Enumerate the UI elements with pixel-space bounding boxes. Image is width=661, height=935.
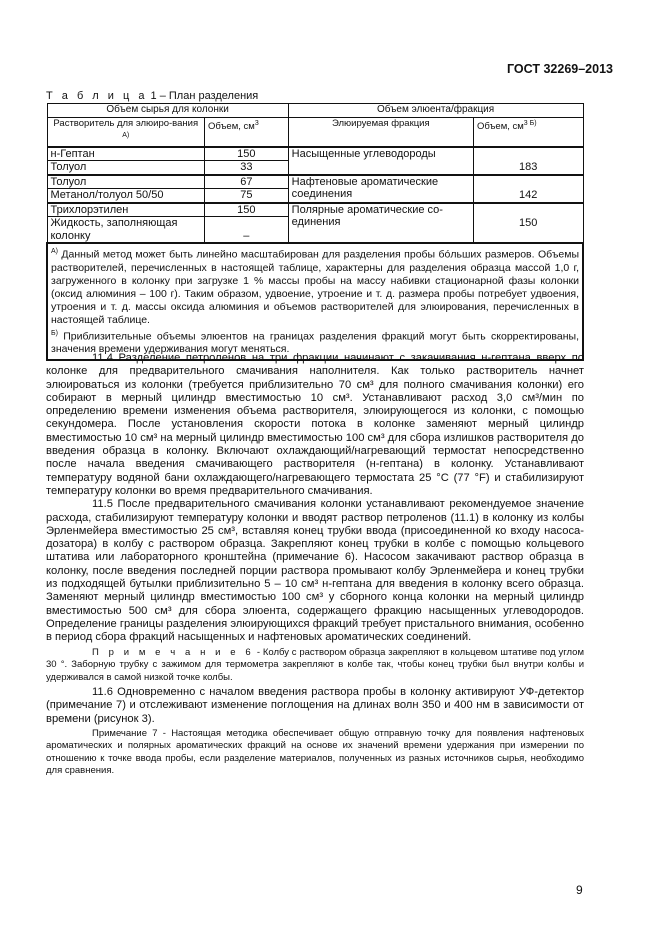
table-footnotes: [47, 243, 583, 360]
table-row: Толуол 67 Нафтеновые ароматические соединения 142: [47, 175, 583, 189]
col-header-solvent: Растворитель для элюиро-вания $^{А)}$: [47, 117, 204, 147]
fraction-name: Насыщенные углеводороды: [288, 147, 473, 175]
col-header-volume: Объем, $см^3$: [204, 117, 288, 147]
document-body: [46, 352, 584, 778]
table-row: н-Гептан 150 Насыщенные углеводороды 183: [47, 147, 583, 161]
table-row: Метанол/толуол 50/50 75: [47, 189, 583, 203]
group-header-eluent: Объем элюента/фракция: [288, 104, 583, 118]
note-7: Примечание 7 - Настоящая методика обеспечивает общую отправную точку для появления нафтеновых ароматических и полярных ароматических фракций на основе их значений времени удержания при измерении по отношению к точке ввода пробы, если разделение материалов, полученных из разных источников сырья, необходимо для сравнения.: [46, 727, 584, 777]
note-6: П р и м е ч а н и е 6 - Колбу с раствором образца закрепляют в кольцевом штативе под углом 30 °. Заборную трубку с зажимом для термометра закрепляют в колбе так, чтобы конец трубки был внутри колбы и удерживался в самой низкой точке колбы.: [46, 646, 584, 683]
fraction-name: Полярные ароматические со-единения: [288, 203, 473, 244]
col-header-fraction: Элюируемая фракция: [288, 117, 473, 147]
group-header-feed: Объем сырья для колонки: [47, 104, 288, 118]
table-row: Трихлорэтилен 150 Полярные ароматические со-единения 150: [47, 203, 583, 217]
footnote-a: $^{А)}$ Данный метод может быть линейно масштабирован для разделения пробы бóльших размеров. Объемы растворителей, перечисленных в настоящей таблице, характерны для разделения образца массой 1,0 г, загруженного в колонку при загрузке 1 % массы пробы на массу набивки стационарной фазы колонки (оксид алюминия – 100 г). Таким образом, удвоение, утроение и т. д. размера пробы потребует удвоения, утроения и т. д. массы оксида алюминия и объемов растворителей для элюирования, перечисленных в настоящей таблице.: [51, 248, 579, 326]
fraction-volume: 142: [473, 175, 583, 203]
footnote-b: $^{Б)}$ Приблизительные объемы элюентов на границах разделения фракций могут быть скорректированы, значения времени удерживания могут меняться.: [51, 329, 579, 356]
table-row: Жидкость, заполняющая колонку –: [47, 217, 583, 244]
table-caption: Т а б л и ц а 1 – План разделения: [46, 90, 259, 102]
fraction-volume: 150: [473, 203, 583, 244]
paragraph-11-4: 11.4 Разделение петроленов на три фракции начинают с закачивания н-гептана вверх по колонке для предварительного смачивания наполнителя. Как только растворитель начнет элюироваться из колонки (требуется приблизительно 70 см³ для полного смачивания колонки) его собирают в мерный цилиндр вместимостью 10 см³. Устанавливают расход 3,0 см³/мин по определению времени изменения объема растворителя, элюирующегося из колонки, с помощью секундомера. После установления скорости потока в колонке заменяют мерный цилиндр вместимостью 10 см³ на мерный цилиндр вместимостью 100 см³ для сбора излишков растворителя до введения образца в колонку. Включают охлаждающий/нагревающий термостат непосредственно после начала введения смачивающего растворителя (н-гептана) в колонку. Устанавливают температуру водяной бани охлаждающего/нагревающего термостата 25 °С (77 °F) и стабилизируют температуру колонки во время предварительного смачивания.: [46, 352, 584, 497]
page-number: 9: [576, 883, 583, 897]
separation-plan-table: [46, 103, 584, 361]
document-header-standard: ГОСТ 32269–2013: [507, 62, 613, 76]
fraction-volume: 183: [473, 147, 583, 175]
col-header-fraction-volume: Объем, $см^{3 Б)}$: [473, 117, 583, 147]
fraction-name: Нафтеновые ароматические соединения: [288, 175, 473, 203]
paragraph-11-6: 11.6 Одновременно с началом введения раствора пробы в колонку активируют УФ-детектор (примечание 7) и отслеживают изменение поглощения на длинах волн 350 и 400 нм в зависимости от времени (рисунок 3).: [46, 686, 584, 725]
paragraph-11-5: 11.5 После предварительного смачивания колонки устанавливают рекомендуемое значение расхода, стабилизируют температуру колонки и вводят раствор петроленов (11.1) в колонку из колбы Эрленмейера вместимостью 25 см³, вставляя конец трубки ввода (присоединенной ко входу насоса-дозатора) в колбу с раствором образца. Закрепляют конец трубки в колбе с помощью кольцевого штатива или лабораторного кронштейна (примечание 6). Насосом закачивают раствор образца в колонку, после введения последней порции раствора промывают колбу Эрленмейера и конец трубки из подходящей бутылки приблизительно 5 – 10 см³ н-гептана для введения в колонку всего образца. Заменяют мерный цилиндр вместимостью 100 см³ у сборного конца колонки на мерный цилиндр вместимостью 500 см³ для сбора элюента, содержащего фракцию насыщенных углеводородов. Определение границы разделения элюирующихся фракций требует пристального внимания, особенно в период сбора фракций насыщенных и нафтеновых ароматических соединений.: [46, 498, 584, 644]
table-row: Толуол 33: [47, 161, 583, 175]
